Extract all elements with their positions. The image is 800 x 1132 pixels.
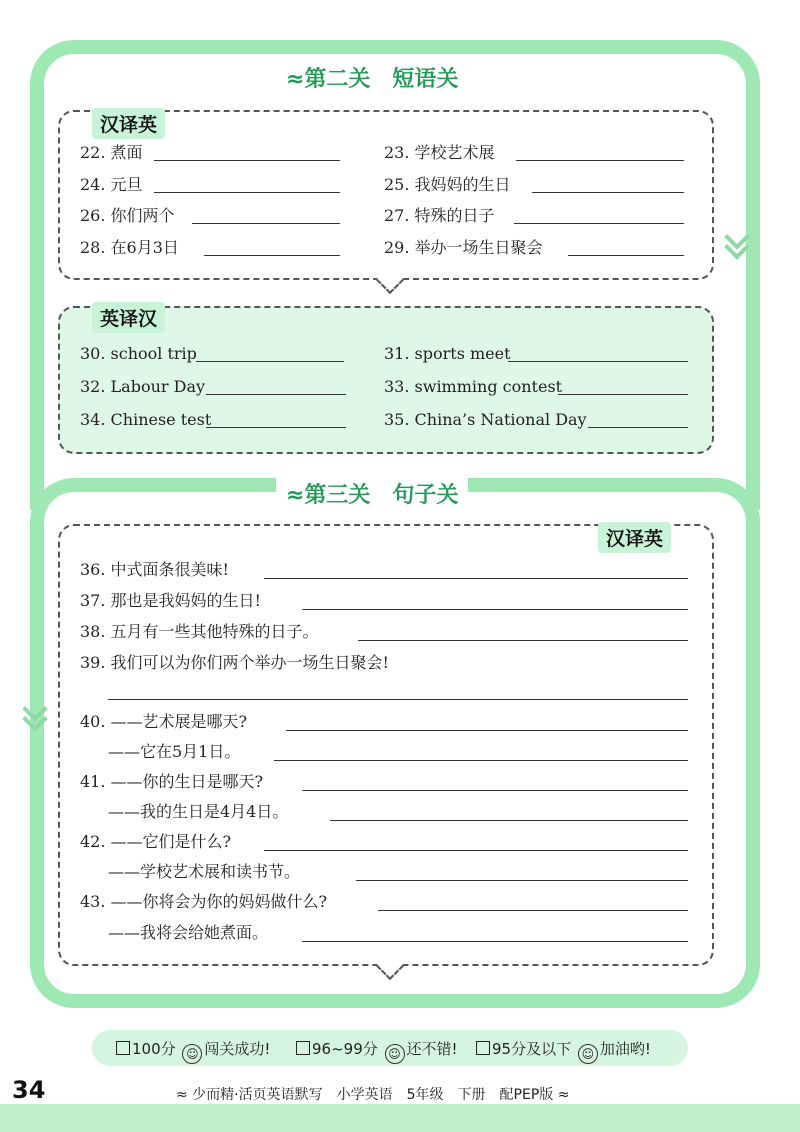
question-38: 38. 五月有一些其他特殊的日子。 xyxy=(80,622,319,641)
bottom-wave-band xyxy=(0,1104,800,1132)
series-title: ≈ 少而精·活页英语默写 小学英语 5年级 下册 配PEP版 ≈ xyxy=(176,1087,570,1103)
question-22: 22. 煮面 xyxy=(80,143,143,162)
answer-line-36[interactable] xyxy=(264,578,688,579)
question-41a: 41. ——你的生日是哪天? xyxy=(80,772,264,791)
answer-line-32[interactable] xyxy=(206,394,346,395)
score-option-2[interactable] xyxy=(296,1038,458,1064)
answer-line-25[interactable] xyxy=(532,192,684,193)
question-43a: 43. ——你将会为你的妈妈做什么? xyxy=(80,892,328,911)
question-42b: ——学校艺术展和读书节。 xyxy=(108,862,301,881)
answer-line-27[interactable] xyxy=(514,223,684,224)
question-40a: 40. ——艺术展是哪天? xyxy=(80,712,248,731)
answer-line-34[interactable] xyxy=(206,427,346,428)
answer-line-26[interactable] xyxy=(192,223,340,224)
answer-line-43a[interactable] xyxy=(378,910,688,911)
happy-face-icon: ☺ xyxy=(182,1044,202,1064)
answer-line-29[interactable] xyxy=(568,255,684,256)
answer-line-28[interactable] xyxy=(204,255,340,256)
score-option-3[interactable] xyxy=(476,1038,651,1064)
question-39: 39. 我们可以为你们两个举办一场生日聚会! xyxy=(80,653,389,672)
answer-line-30[interactable] xyxy=(196,361,344,362)
question-26: 26. 你们两个 xyxy=(80,206,175,225)
answer-line-22[interactable] xyxy=(154,160,340,161)
answer-line-37[interactable] xyxy=(302,609,688,610)
question-29: 29. 举办一场生日聚会 xyxy=(384,238,543,257)
page-number: 34 xyxy=(12,1076,46,1104)
answer-line-35[interactable] xyxy=(588,427,688,428)
answer-line-23[interactable] xyxy=(516,160,684,161)
score-result-3: 加油哟! xyxy=(599,1040,651,1058)
question-33: 33. swimming contest xyxy=(384,377,563,396)
smile-face-icon: ☺ xyxy=(385,1044,405,1064)
answer-line-43b[interactable] xyxy=(302,941,688,942)
question-40b: ——它在5月1日。 xyxy=(108,742,241,761)
score-result-1: 闯关成功! xyxy=(204,1040,271,1058)
checkbox-icon[interactable] xyxy=(476,1041,490,1055)
question-31: 31. sports meet xyxy=(384,344,511,363)
score-label-3: 95分及以下 xyxy=(492,1040,572,1058)
section3-title: ≈第三关 句子关 xyxy=(276,478,468,509)
question-41b: ——我的生日是4月4日。 xyxy=(108,802,289,821)
question-34: 34. Chinese test xyxy=(80,410,212,429)
question-28: 28. 在6月3日 xyxy=(80,238,179,257)
score-label-1: 100分 xyxy=(132,1040,176,1058)
answer-line-41b[interactable] xyxy=(330,820,688,821)
score-label-2: 96~99分 xyxy=(312,1040,378,1058)
answer-line-39[interactable] xyxy=(108,699,688,700)
c2e-tag: 汉译英 xyxy=(92,108,165,139)
checkbox-icon[interactable] xyxy=(296,1041,310,1055)
question-35: 35. China’s National Day xyxy=(384,410,587,429)
question-25: 25. 我妈妈的生日 xyxy=(384,175,511,194)
question-30: 30. school trip xyxy=(80,344,197,363)
answer-line-40b[interactable] xyxy=(274,760,688,761)
answer-line-42a[interactable] xyxy=(264,850,688,851)
question-24: 24. 元旦 xyxy=(80,175,143,194)
answer-line-42b[interactable] xyxy=(356,880,688,881)
answer-line-24[interactable] xyxy=(154,192,340,193)
answer-line-33[interactable] xyxy=(558,394,688,395)
score-option-1[interactable] xyxy=(116,1038,270,1064)
question-42a: 42. ——它们是什么? xyxy=(80,832,232,851)
answer-line-41a[interactable] xyxy=(302,790,688,791)
question-27: 27. 特殊的日子 xyxy=(384,206,495,225)
question-23: 23. 学校艺术展 xyxy=(384,143,495,162)
answer-line-38[interactable] xyxy=(358,640,688,641)
answer-line-40a[interactable] xyxy=(286,730,688,731)
score-result-2: 还不错! xyxy=(406,1040,458,1058)
section2-title: ≈第二关 短语关 xyxy=(276,62,468,93)
question-37: 37. 那也是我妈妈的生日! xyxy=(80,591,261,610)
sentence-tag: 汉译英 xyxy=(598,522,671,553)
checkbox-icon[interactable] xyxy=(116,1041,130,1055)
answer-line-31[interactable] xyxy=(508,361,688,362)
e2c-tag: 英译汉 xyxy=(92,302,165,333)
question-43b: ——我将会给她煮面。 xyxy=(108,923,269,942)
question-32: 32. Labour Day xyxy=(80,377,206,396)
question-36: 36. 中式面条很美味! xyxy=(80,560,229,579)
cheer-face-icon: ☺ xyxy=(578,1044,598,1064)
